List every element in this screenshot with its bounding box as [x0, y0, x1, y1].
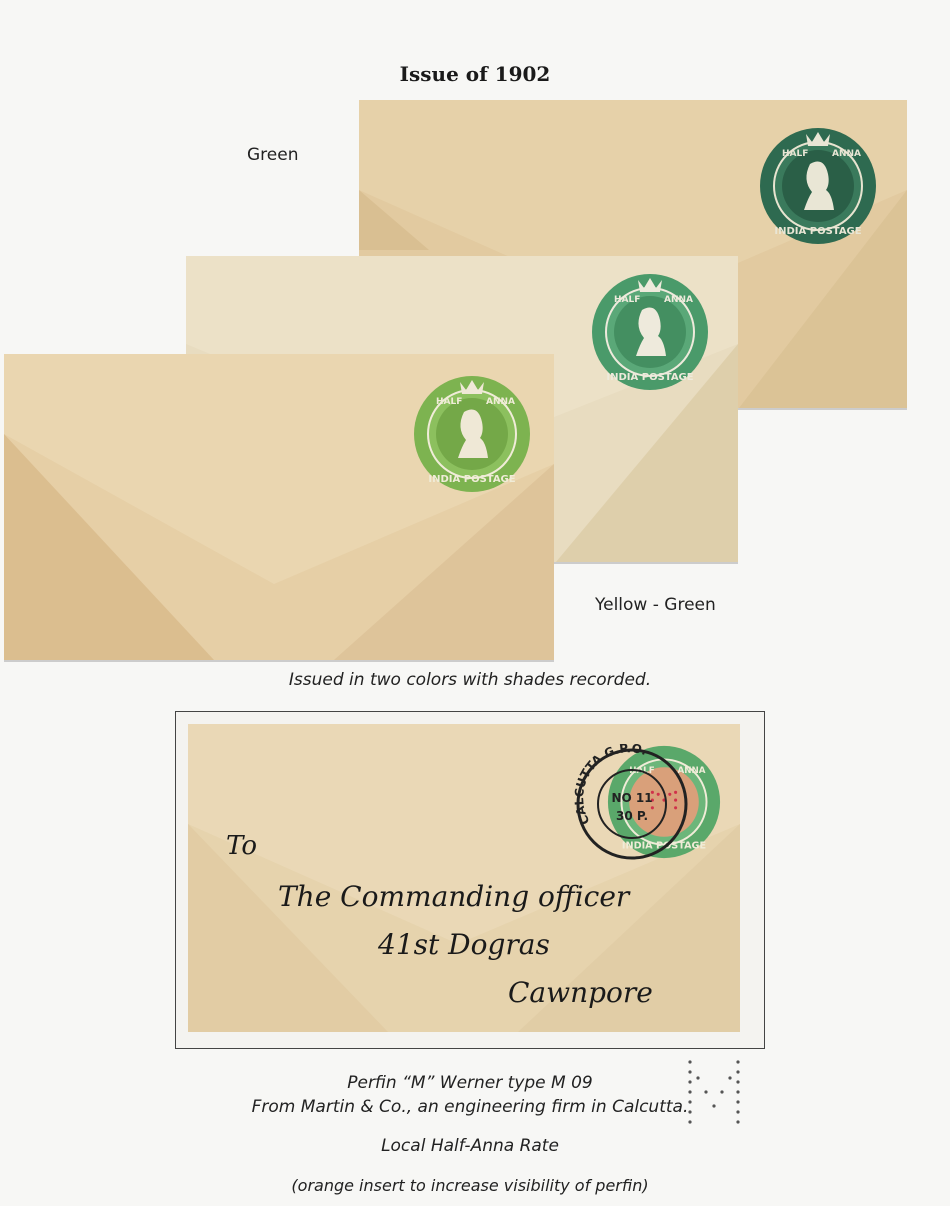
svg-text:ANNA: ANNA [486, 397, 515, 407]
svg-text:ANNA: ANNA [832, 149, 861, 159]
svg-text:INDIA POSTAGE: INDIA POSTAGE [774, 226, 862, 237]
svg-text:The Commanding officer: The Commanding officer [278, 880, 630, 913]
used-envelope [188, 724, 740, 1032]
svg-text:To: To [226, 831, 257, 861]
svg-text:HALF: HALF [782, 149, 809, 159]
embossed-stamp-green [758, 126, 878, 246]
svg-text:INDIA POSTAGE: INDIA POSTAGE [621, 840, 707, 852]
caption-colors: Issued in two colors with shades recorded. [288, 670, 652, 690]
svg-text:ANNA: ANNA [664, 295, 693, 305]
svg-text:HALF: HALF [614, 295, 641, 305]
svg-text:NO 11: NO 11 [611, 791, 653, 805]
page-title: Issue of 1902 [399, 62, 551, 86]
embossed-stamp-green-mid [590, 272, 710, 392]
label-yellow-green: Yellow - Green [595, 595, 716, 615]
svg-text:INDIA POSTAGE: INDIA POSTAGE [606, 372, 694, 383]
svg-text:INDIA POSTAGE: INDIA POSTAGE [428, 474, 516, 485]
label-green: Green [247, 145, 299, 165]
svg-text:CALCUTTA G.P.O.: CALCUTTA G.P.O. [572, 744, 649, 828]
perfin-line-1: Perfin “M” Werner type M 09 [347, 1073, 593, 1093]
embossed-stamp-yellow-green [412, 374, 532, 494]
svg-text:ANNA: ANNA [677, 766, 706, 776]
perfin-line-2: From Martin & Co., an engineering firm in Calcutta. [251, 1097, 689, 1117]
used-cover-frame [175, 711, 765, 1049]
svg-text:HALF: HALF [436, 397, 463, 407]
svg-text:41st Dogras: 41st Dogras [378, 928, 550, 961]
envelope-yellow-green-2 [4, 354, 554, 660]
svg-text:30 P.: 30 P. [615, 809, 649, 823]
handwritten-address [188, 724, 740, 1032]
rate-caption: Local Half-Anna Rate [381, 1136, 559, 1156]
perfin-m-diagram [684, 1058, 744, 1128]
svg-text:HALF: HALF [629, 766, 655, 776]
svg-text:Cawnpore: Cawnpore [508, 976, 653, 1009]
note-caption: (orange insert to increase visibility of perfin) [291, 1176, 649, 1195]
